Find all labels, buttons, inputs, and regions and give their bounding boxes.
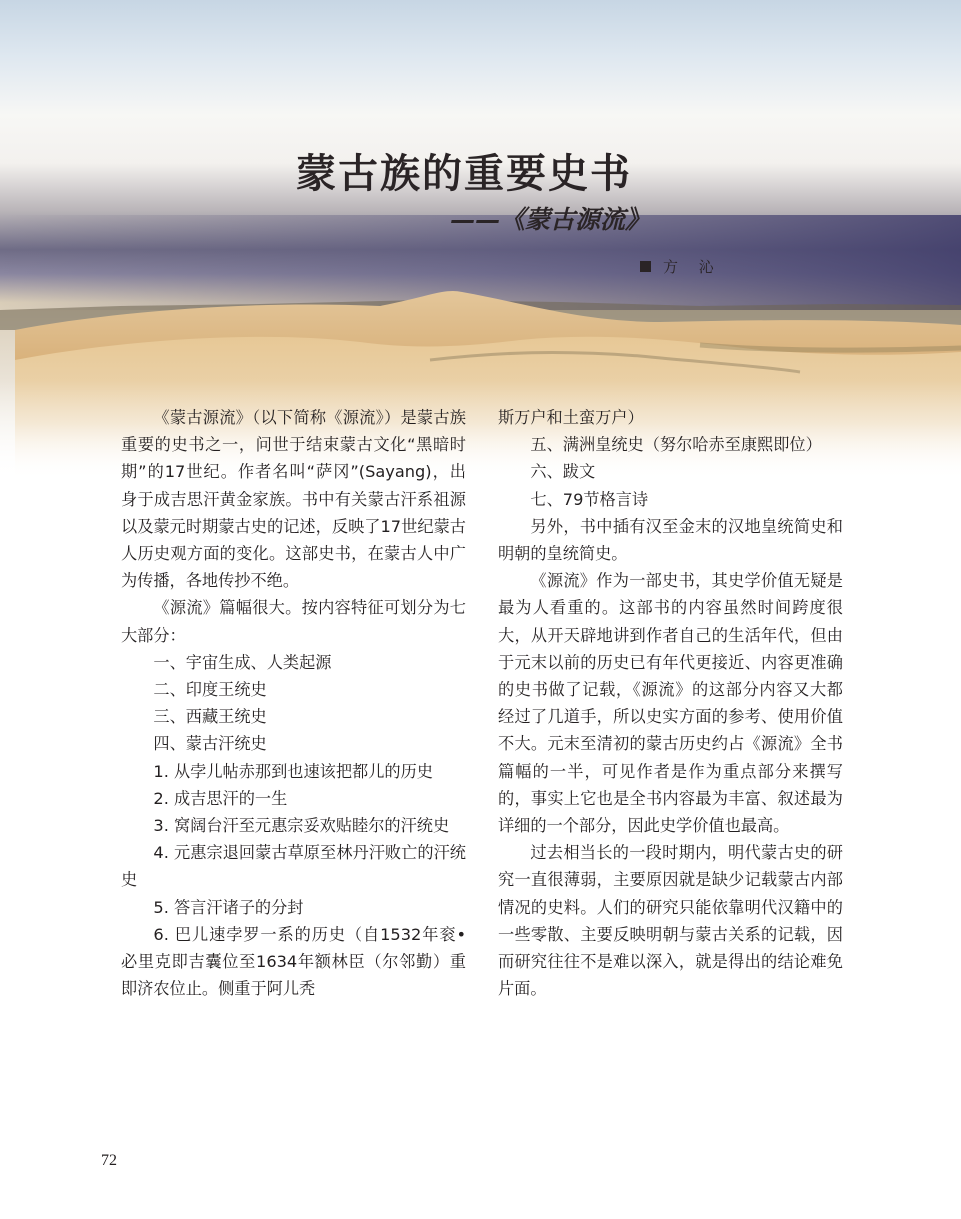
sub-list-item: 1. 从孛儿帖赤那到也速该把都儿的历史 (153, 761, 433, 781)
article-title: 蒙古族的重要史书 (296, 150, 632, 197)
sub-list-item: 4. 元惠宗退回蒙古草原至林丹汗败亡的汗统史 (121, 843, 466, 890)
list-item: 五、满洲皇统史（努尔哈赤至康熙即位） (530, 435, 822, 455)
square-bullet-icon (640, 261, 651, 272)
paragraph-continuation: 斯万户和土蛮万户） (498, 408, 644, 427)
article-subtitle: ——《蒙古源流》 (450, 205, 651, 234)
page-number: 72 (101, 1152, 117, 1169)
sub-list-item: 5. 答言汗诸子的分封 (153, 897, 304, 917)
author-name: 方 沁 (663, 258, 722, 276)
paragraph: 《源流》篇幅很大。按内容特征可划分为七大部分： (121, 598, 466, 645)
sub-list-item: 2. 成吉思汗的一生 (153, 788, 288, 808)
sub-list-item: 3. 窝阔台汗至元惠宗妥欢贴睦尔的汗统史 (153, 816, 450, 836)
paragraph: 《蒙古源流》（以下简称《源流》）是蒙古族重要的史书之一，问世于结束蒙古文化“黑暗时期”的17世纪。作者名叫“萨冈”(Sayang)，出身于成吉思汗黄金家族。书中有关蒙古汗系祖源以及蒙元时期蒙古史的记述，反映了17世纪蒙古人历史观方面的变化。这部史书，在蒙古人中广为传播，各地传抄不绝。 (121, 408, 466, 591)
list-item: 四、蒙古汗统史 (153, 734, 267, 754)
sub-list-item: 6. 巴儿速孛罗一系的历史（自1532年衮•必里克即吉囊位至1634年额林臣（尔邻勤）重即济农位止。侧重于阿儿秃 (121, 924, 466, 999)
paragraph: 另外，书中插有汉至金末的汉地皇统简史和明朝的皇统简史。 (498, 516, 843, 564)
right-text-column (498, 404, 843, 1002)
list-item: 一、宇宙生成、人类起源 (153, 652, 332, 672)
list-item: 六、跋文 (530, 462, 596, 482)
left-text-column (121, 404, 466, 1002)
list-item: 三、西藏王统史 (153, 707, 267, 727)
paragraph: 过去相当长的一段时期内，明代蒙古史的研究一直很薄弱，主要原因就是缺少记载蒙古内部情况的史料。人们的研究只能依靠明代汉籍中的一些零散、主要反映明朝与蒙古关系的记载，因而研究往往不是难以深入，就是得出的结论难免片面。 (498, 843, 843, 999)
list-item: 七、79节格言诗 (530, 489, 649, 509)
list-item: 二、印度王统史 (153, 680, 267, 700)
paragraph: 《源流》作为一部史书，其史学价值无疑是最为人看重的。这部书的内容虽然时间跨度很大，从开天辟地讲到作者自己的生活年代，但由于元末以前的历史已有年代更接近、内容更准确的史书做了记载，《源流》的这部分内容又大都经过了几道手，所以史实方面的参考、使用价值不大。元末至清初的蒙古历史约占《源流》全书篇幅的一半，可见作者是作为重点部分来撰写的，事实上它也是全书内容最为丰富、叙述最为详细的一个部分，因此史学价值也最高。 (498, 571, 843, 836)
author-byline (640, 256, 722, 277)
